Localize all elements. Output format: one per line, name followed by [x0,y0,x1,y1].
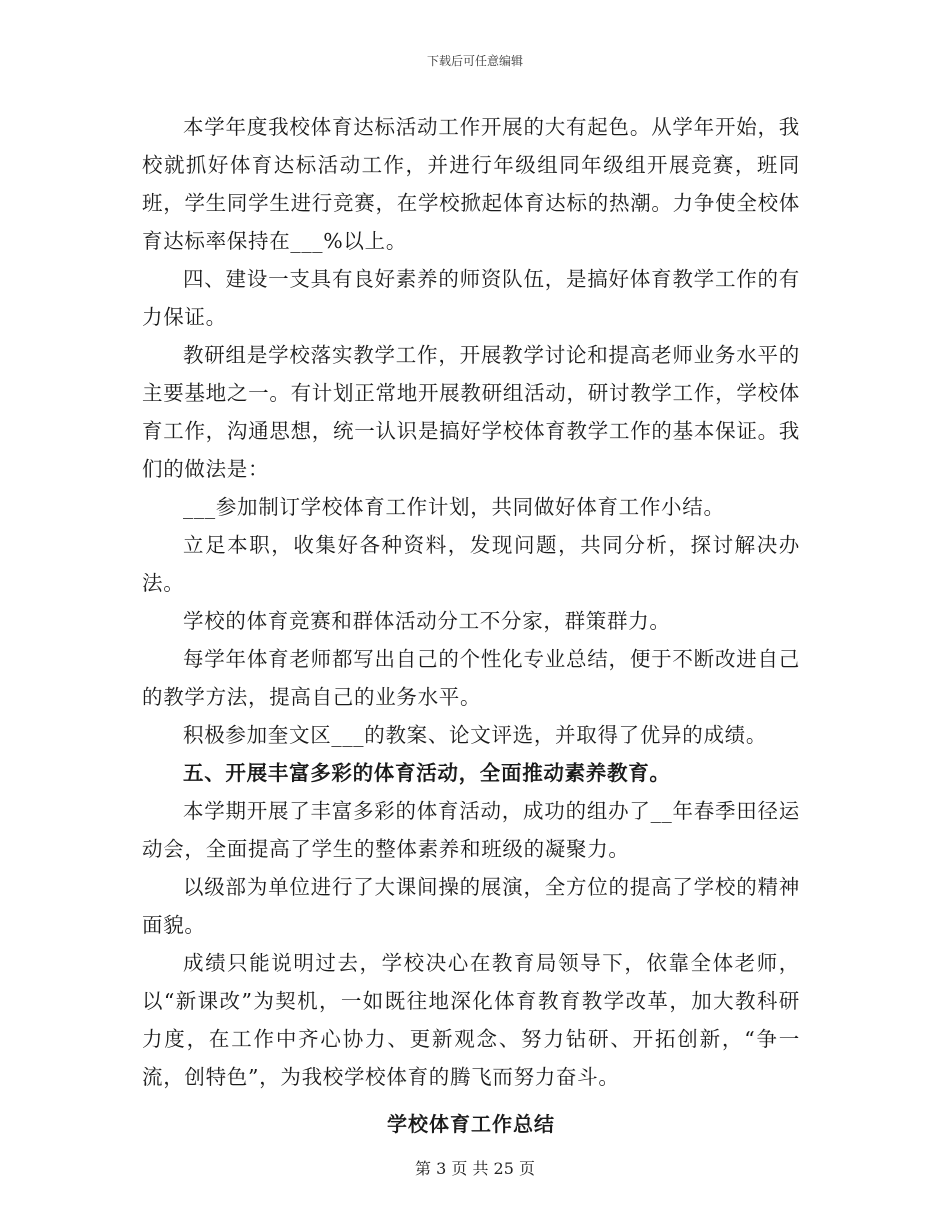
paragraph-competitions: 学校的体育竞赛和群体活动分工不分家，群策群力。 [183,609,671,633]
paragraph-section-four-heading: 四、建设一支具有良好素养的师资队伍，是搞好体育教学工作的有力保证。 [142,267,800,329]
paragraph-section-five-heading: 五、开展丰富多彩的体育活动，全面推动素养教育。 [183,761,671,785]
section-title: 学校体育工作总结 [387,1112,555,1136]
paragraph-personal-summary: 每学年体育老师都写出自己的个性化专业总结，便于不断改进自己的教学方法，提高自己的业务水平。 [142,647,800,709]
paragraph-fitness-standards: 本学年度我校体育达标活动工作开展的大有起色。从学年开始，我校就抓好体育达标活动工作，并进行年级组同年级组开展竞赛，班同班，学生同学生进行竞赛，在学校掀起体育达标的热潮。力争使全校体育达标率保持在___%以上。 [142,115,800,253]
paragraph-sports-meet: 本学期开展了丰富多彩的体育活动，成功的组办了__年春季田径运动会，全面提高了学生的整体素养和班级的凝聚力。 [142,799,800,861]
paragraph-work-plan: ___参加制订学校体育工作计划，共同做好体育工作小结。 [183,495,725,519]
paragraph-lesson-plan-contest: 积极参加奎文区___的教案、论文评选，并取得了优异的成绩。 [183,723,768,747]
page-header-note: 下载后可任意编辑 [426,54,523,68]
page-footer-page-number: 第 3 页 共 25 页 [415,1159,535,1178]
paragraph-collect-materials: 立足本职，收集好各种资料，发现问题，共同分析，探讨解决办法。 [142,533,800,595]
paragraph-exercise-show: 以级部为单位进行了大课间操的展演，全方位的提高了学校的精神面貌。 [142,875,800,937]
paragraph-teaching-research-group: 教研组是学校落实教学工作，开展教学讨论和提高老师业务水平的主要基地之一。有计划正常地开展教研组活动，研讨教学工作，学校体育工作，沟通思想，统一认识是搞好学校体育教学工作的基本保证。我们的做法是： [142,343,800,481]
paragraph-conclusion: 成绩只能说明过去，学校决心在教育局领导下，依靠全体老师，以“新课改”为契机，一如既往地深化体育教育教学改革，加大教科研力度，在工作中齐心协力、更新观念、努力钻研、开拓创新，“争一流，创特色”，为我校学校体育的腾飞而努力奋斗。 [142,951,800,1089]
document-body [142,108,800,1144]
